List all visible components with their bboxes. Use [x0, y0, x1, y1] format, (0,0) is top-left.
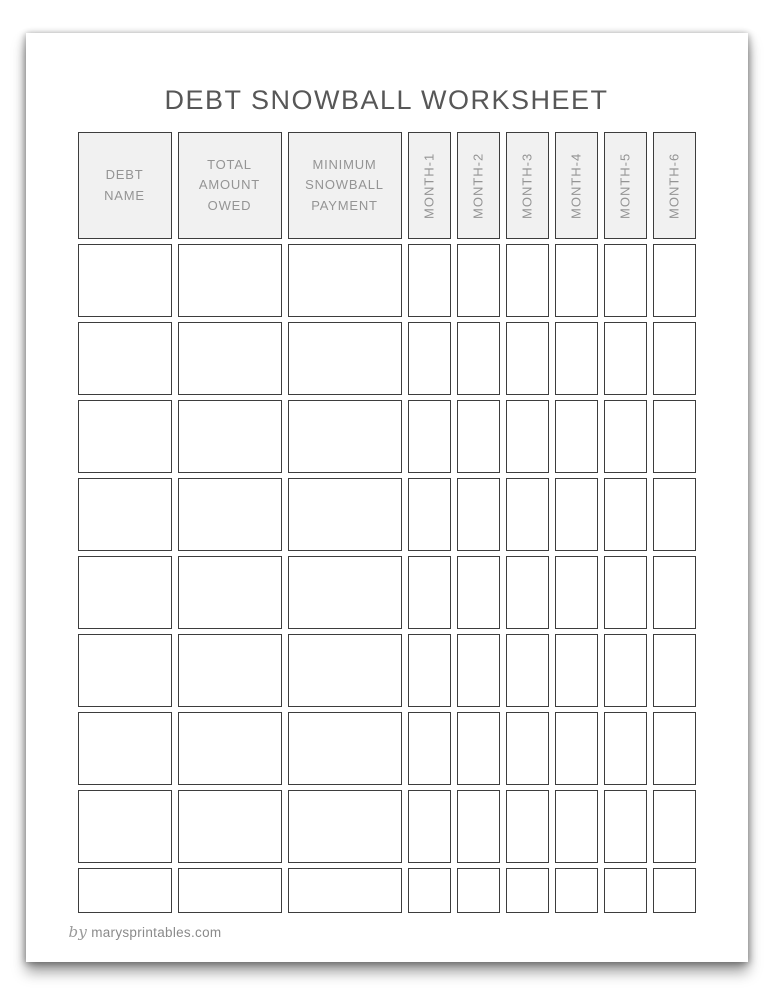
header-cell-month-4: MONTH-4 [555, 132, 598, 239]
header-cell-month-5: MONTH-5 [604, 132, 647, 239]
table-cell-row2-month-6 [653, 322, 696, 395]
table-cell-row3-month-5 [604, 400, 647, 473]
table-cell-row9-total-amount-owed [178, 868, 282, 913]
table-cell-row1-month-5 [604, 244, 647, 317]
table-cell-row5-month-6 [653, 556, 696, 629]
table-cell-row5-month-3 [506, 556, 549, 629]
header-cell-month-6: MONTH-6 [653, 132, 696, 239]
table-cell-row5-month-1 [408, 556, 451, 629]
table-cell-row2-total-amount-owed [178, 322, 282, 395]
table-cell-row5-month-5 [604, 556, 647, 629]
header-cell-month-3: MONTH-3 [506, 132, 549, 239]
table-cell-row2-debt-name [78, 322, 172, 395]
table-cell-row7-month-1 [408, 712, 451, 785]
table-cell-row7-month-5 [604, 712, 647, 785]
table-cell-row1-total-amount-owed [178, 244, 282, 317]
table-cell-row5-debt-name [78, 556, 172, 629]
table-cell-row2-month-3 [506, 322, 549, 395]
footer-site-name: marysprintables.com [91, 925, 222, 940]
table-cell-row2-month-5 [604, 322, 647, 395]
table-cell-row8-total-amount-owed [178, 790, 282, 863]
table-cell-row8-month-2 [457, 790, 500, 863]
table-cell-row9-month-4 [555, 868, 598, 913]
table-cell-row1-month-2 [457, 244, 500, 317]
table-cell-row9-debt-name [78, 868, 172, 913]
table-cell-row6-month-2 [457, 634, 500, 707]
table-cell-row2-month-2 [457, 322, 500, 395]
table-cell-row2-minimum-snowball-payment [288, 322, 402, 395]
table-cell-row1-month-6 [653, 244, 696, 317]
header-cell-month-1: MONTH-1 [408, 132, 451, 239]
table-cell-row3-total-amount-owed [178, 400, 282, 473]
table-cell-row6-minimum-snowball-payment [288, 634, 402, 707]
table-cell-row9-month-5 [604, 868, 647, 913]
table-cell-row7-month-4 [555, 712, 598, 785]
table-cell-row8-debt-name [78, 790, 172, 863]
table-cell-row2-month-4 [555, 322, 598, 395]
worksheet-page [26, 33, 748, 962]
table-cell-row7-month-6 [653, 712, 696, 785]
table-cell-row7-month-3 [506, 712, 549, 785]
table-cell-row1-month-4 [555, 244, 598, 317]
table-cell-row1-month-1 [408, 244, 451, 317]
debt-snowball-table [78, 132, 748, 913]
table-cell-row5-month-2 [457, 556, 500, 629]
table-cell-row9-month-6 [653, 868, 696, 913]
table-cell-row7-debt-name [78, 712, 172, 785]
table-cell-row8-month-4 [555, 790, 598, 863]
table-cell-row6-month-3 [506, 634, 549, 707]
table-cell-row5-total-amount-owed [178, 556, 282, 629]
table-cell-row4-month-6 [653, 478, 696, 551]
table-cell-row3-month-6 [653, 400, 696, 473]
table-cell-row4-month-3 [506, 478, 549, 551]
table-cell-row4-month-4 [555, 478, 598, 551]
table-cell-row4-debt-name [78, 478, 172, 551]
header-cell-debt-name: DEBT NAME [78, 132, 172, 239]
table-cell-row3-month-3 [506, 400, 549, 473]
table-cell-row1-debt-name [78, 244, 172, 317]
table-cell-row1-month-3 [506, 244, 549, 317]
table-cell-row4-month-2 [457, 478, 500, 551]
table-cell-row5-minimum-snowball-payment [288, 556, 402, 629]
table-cell-row4-total-amount-owed [178, 478, 282, 551]
header-cell-total-amount-owed: TOTAL AMOUNT OWED [178, 132, 282, 239]
header-cell-month-2: MONTH-2 [457, 132, 500, 239]
table-cell-row3-month-2 [457, 400, 500, 473]
table-cell-row9-minimum-snowball-payment [288, 868, 402, 913]
table-cell-row8-month-6 [653, 790, 696, 863]
table-cell-row4-minimum-snowball-payment [288, 478, 402, 551]
table-cell-row8-month-3 [506, 790, 549, 863]
table-cell-row9-month-2 [457, 868, 500, 913]
table-cell-row3-month-4 [555, 400, 598, 473]
table-cell-row7-minimum-snowball-payment [288, 712, 402, 785]
table-cell-row9-month-1 [408, 868, 451, 913]
table-cell-row6-month-1 [408, 634, 451, 707]
table-cell-row7-month-2 [457, 712, 500, 785]
table-cell-row1-minimum-snowball-payment [288, 244, 402, 317]
table-cell-row8-minimum-snowball-payment [288, 790, 402, 863]
table-cell-row6-total-amount-owed [178, 634, 282, 707]
table-cell-row8-month-5 [604, 790, 647, 863]
table-cell-row8-month-1 [408, 790, 451, 863]
table-cell-row5-month-4 [555, 556, 598, 629]
table-cell-row6-month-4 [555, 634, 598, 707]
table-cell-row6-debt-name [78, 634, 172, 707]
table-cell-row6-month-6 [653, 634, 696, 707]
footer-by-script: by [68, 923, 88, 941]
header-cell-minimum-snowball-payment: MINIMUM SNOWBALL PAYMENT [288, 132, 402, 239]
table-cell-row3-debt-name [78, 400, 172, 473]
page-title: DEBT SNOWBALL WORKSHEET [164, 85, 609, 115]
table-cell-row4-month-5 [604, 478, 647, 551]
table-cell-row9-month-3 [506, 868, 549, 913]
table-cell-row3-month-1 [408, 400, 451, 473]
table-cell-row2-month-1 [408, 322, 451, 395]
footer-credit [69, 923, 748, 941]
table-cell-row3-minimum-snowball-payment [288, 400, 402, 473]
table-cell-row7-total-amount-owed [178, 712, 282, 785]
table-cell-row6-month-5 [604, 634, 647, 707]
table-cell-row4-month-1 [408, 478, 451, 551]
